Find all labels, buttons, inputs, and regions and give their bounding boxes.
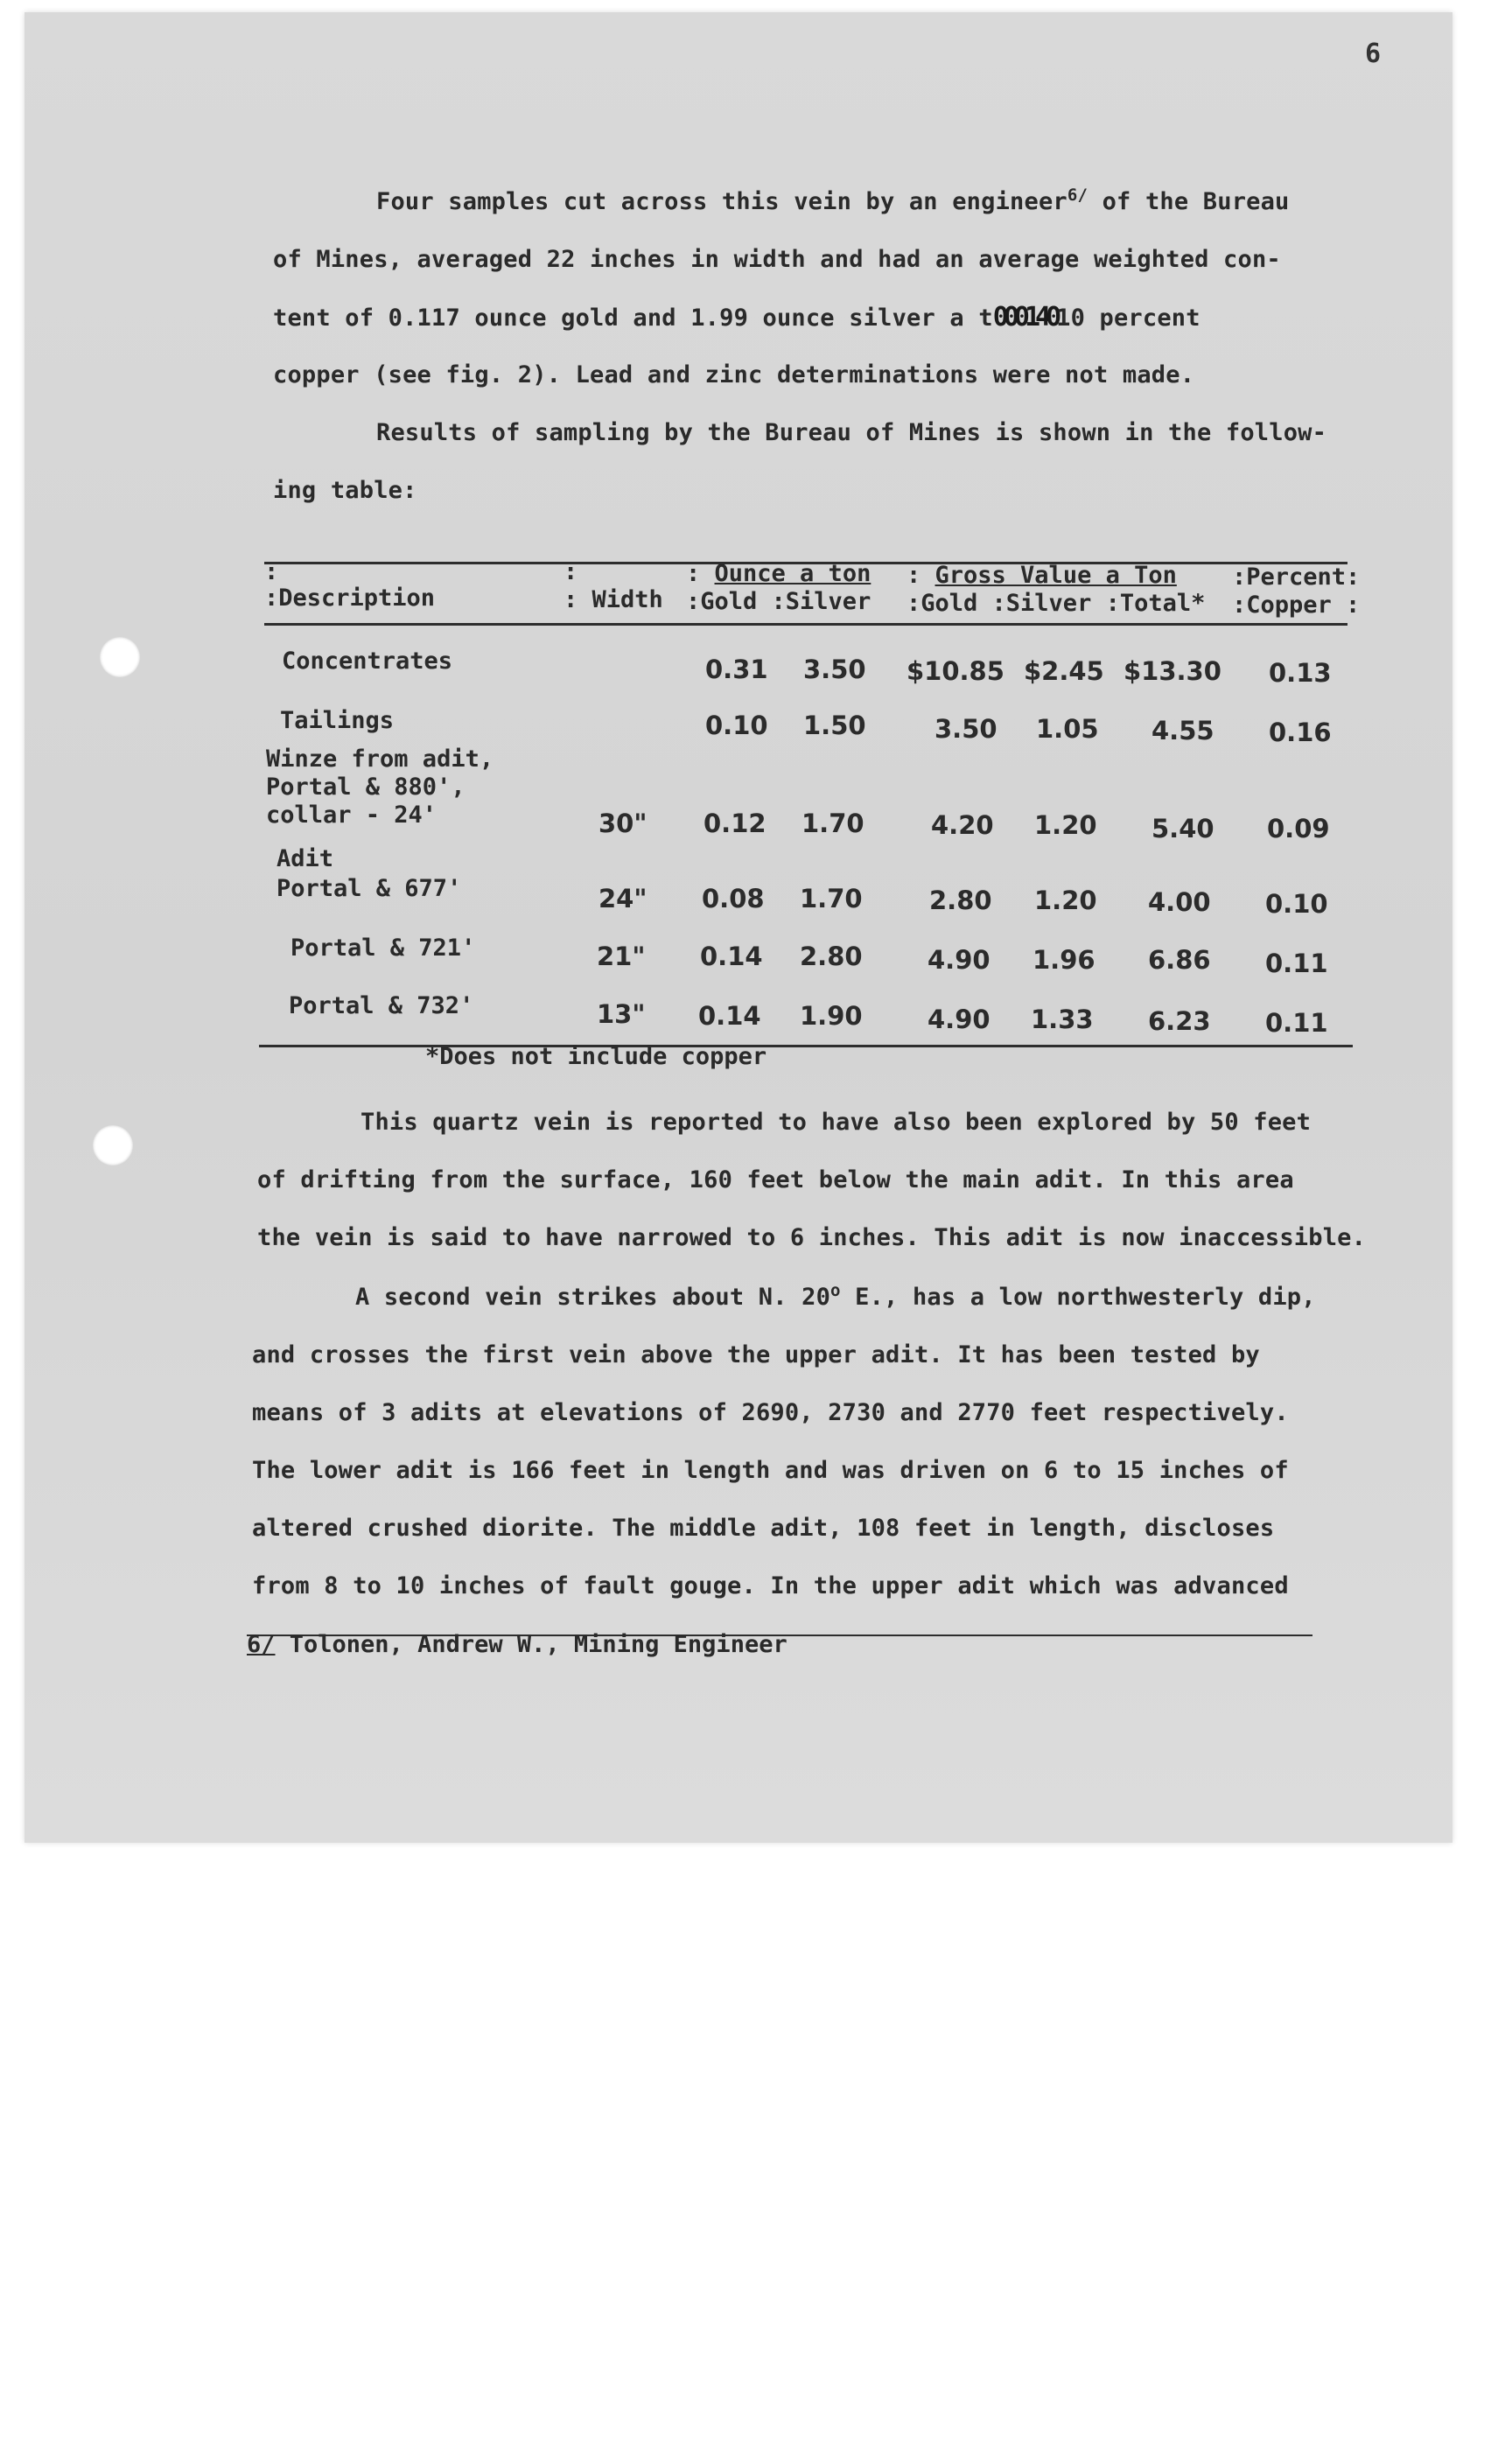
row-description: Portal & 721' [290,934,476,962]
para-line: Results of sampling by the Bureau of Mines is shown in the follow- [376,419,1327,446]
cell-silver-value: $2.45 [1024,656,1104,686]
cell-gold-oz: 0.12 [704,808,766,838]
row-description: Portal & 677' [276,875,462,902]
para-line: from 8 to 10 inches of fault gouge. In the upper adit which was advanced [252,1572,1289,1600]
para-line: This quartz vein is reported to have also been explored by 50 feet [360,1109,1312,1136]
cell-copper: 0.09 [1267,814,1330,844]
cell-gold-oz: 0.08 [702,884,765,914]
cell-copper: 0.10 [1265,889,1328,919]
para-line: means of 3 adits at elevations of 2690, 2730 and 2770 feet respectively. [252,1399,1289,1426]
para-line [273,173,1326,231]
row-description: collar - 24' [266,802,438,829]
footnote-mark: 6/ [247,1631,276,1658]
cell-silver-value: 1.33 [1031,1004,1094,1034]
page-number: 6 [1365,38,1382,69]
cell-gold-value: $10.85 [906,656,1004,686]
row-description: Tailings [280,707,395,734]
cell-total: 6.86 [1148,945,1211,975]
cell-total: 5.40 [1152,814,1214,844]
para-line: altered crushed diorite. The middle adit, 108 feet in length, discloses [252,1515,1275,1542]
cell-gold-oz: 0.14 [698,1001,761,1031]
para-line: The lower adit is 166 feet in length and was driven on 6 to 15 inches of [252,1457,1289,1484]
table-footnote: *Does not include copper [425,1043,767,1070]
text-run: Four samples cut across this vein by an engineer [376,188,1068,215]
cell-silver-oz: 1.70 [800,884,863,914]
cell-width: 24" [598,884,648,914]
cell-total: 4.55 [1152,716,1214,746]
row-description: Portal & 880', [266,774,466,801]
header-copper: :Copper : [1232,592,1361,619]
footnote-text: Tolonen, Andrew W., Mining Engineer [275,1631,788,1658]
cell-silver-value: 1.05 [1036,714,1099,744]
table-bottom-rule [259,1045,1353,1047]
text-run: A second vein strikes about N. 20 [355,1284,831,1311]
paragraph-quartz-vein [257,1094,1366,1267]
cell-silver-value: 1.20 [1034,810,1097,840]
cell-total: 4.00 [1148,887,1211,917]
cell-silver-oz: 3.50 [803,654,866,684]
text-run: E., has a low northwesterly dip, [840,1284,1316,1311]
para-line: and crosses the first vein above the upper adit. It has been tested by [252,1341,1260,1368]
header-width: : Width [564,586,663,613]
punch-hole-top [100,637,140,677]
footnote-ref: 6/ [1067,186,1088,205]
table-header-rule [264,623,1348,626]
cell-copper: 0.11 [1265,1008,1328,1038]
header-gross-group [906,562,1177,589]
punch-hole-bottom [93,1125,133,1166]
cell-total: $13.30 [1124,656,1222,686]
header-ounce-group [686,560,871,587]
header-description: :Description [264,584,436,612]
paragraph-intro [273,173,1326,520]
cell-gold-oz: 0.31 [705,654,768,684]
cell-copper: 0.13 [1269,658,1332,688]
para-line: ing table: [273,477,417,504]
para-line [273,289,1326,346]
cell-copper: 0.16 [1269,718,1332,747]
cell-gold-value: 4.20 [931,810,994,840]
para-line: the vein is said to have narrowed to 6 inches. This adit is now inaccessible. [257,1224,1367,1251]
degree-mark: o [830,1281,841,1300]
cell-silver-oz: 1.70 [802,808,864,838]
cell-width: 21" [597,942,646,971]
cell-gold-value: 4.90 [928,945,990,975]
text-run: : [686,560,715,587]
text-run: tent of 0.117 ounce gold and 1.99 ounce silver a t [273,304,993,332]
cell-gold-oz: 0.10 [705,710,768,740]
para-line: copper (see fig. 2). Lead and zinc determinations were not made. [273,361,1195,388]
header-colon: : [564,558,578,585]
footnote [247,1631,788,1658]
row-description: Concentrates [282,648,453,675]
cell-copper: 0.11 [1265,948,1328,978]
cell-width: 13" [597,999,646,1029]
header-gross-sub: :Gold :Silver :Total* [906,590,1206,617]
cell-gold-value: 3.50 [934,714,998,744]
row-description: Portal & 732' [289,992,474,1019]
cell-silver-oz: 1.90 [800,1001,863,1031]
cell-silver-oz: 1.50 [803,710,866,740]
para-line: of Mines, averaged 22 inches in width and had an average weighted con- [273,246,1281,273]
text-run: Gross Value a Ton [934,562,1177,589]
cell-gold-value: 4.90 [928,1004,990,1034]
cell-silver-value: 1.20 [1034,886,1097,915]
text-run: Ounce a ton [714,560,872,587]
para-line [252,1269,1316,1326]
row-description: Adit [276,845,334,872]
text-run: 10 percent [1056,304,1200,332]
cell-silver-value: 1.96 [1032,945,1096,975]
stamped-number: 000140 [992,302,1057,332]
row-description: Winze from adit, [266,746,494,773]
cell-silver-oz: 2.80 [800,942,863,971]
cell-total: 6.23 [1148,1006,1211,1036]
cell-gold-oz: 0.14 [700,942,763,971]
text-run: : [906,562,935,589]
cell-width: 30" [598,808,648,838]
header-ounce-sub: :Gold :Silver [686,588,872,615]
paragraph-second-vein [252,1269,1316,1615]
text-run: of the Bureau [1088,188,1290,215]
header-percent: :Percent: [1232,564,1361,591]
cell-gold-value: 2.80 [929,886,992,915]
para-line: of drifting from the surface, 160 feet below the main adit. In this area [257,1166,1294,1194]
header-colon: : [264,558,279,585]
